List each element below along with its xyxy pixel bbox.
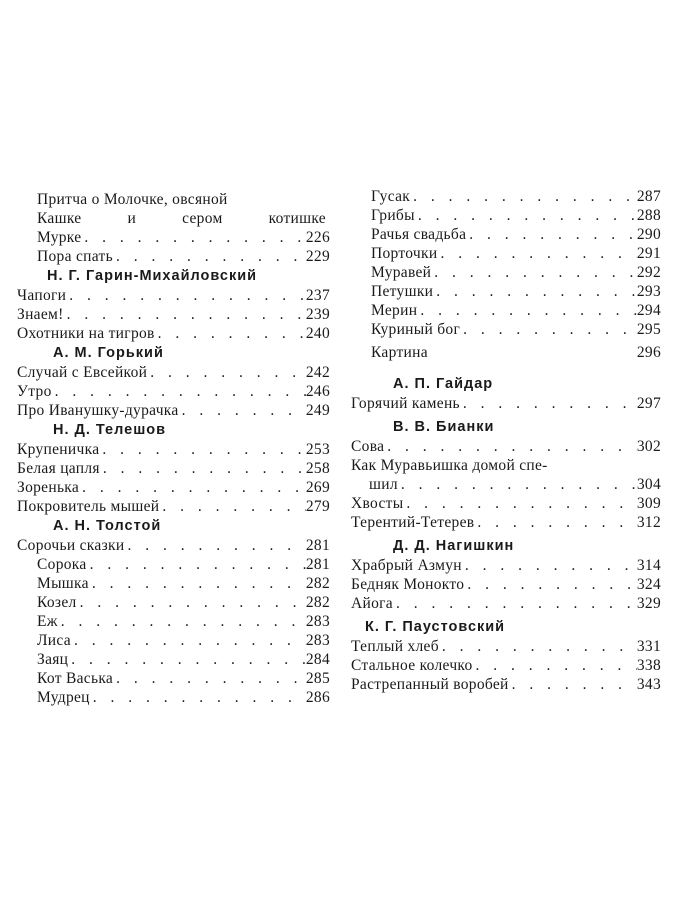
- toc-entry[interactable]: [17, 228, 330, 247]
- toc-entry-page: 291: [636, 245, 661, 262]
- dot-leader: [158, 324, 306, 343]
- toc-entry-page: 343: [636, 676, 661, 693]
- toc-entry-title-line: Притча о Молочке, овсяной: [37, 191, 228, 208]
- dot-leader: [467, 575, 637, 594]
- toc-entry-page: 287: [636, 188, 661, 205]
- toc-entry-title: Утро: [17, 383, 52, 400]
- toc-entry-title: Картина: [371, 344, 428, 361]
- toc-entry[interactable]: [17, 536, 330, 555]
- toc-entry[interactable]: [351, 320, 661, 339]
- toc-entry-page: 282: [305, 575, 330, 592]
- toc-entry-title: Охотники на тигров: [17, 325, 155, 342]
- toc-entry[interactable]: [17, 478, 330, 497]
- author-heading: Н. Д. Телешов: [53, 422, 167, 438]
- toc-entry-title: Сова: [351, 438, 385, 455]
- toc-entry-title: Стальное колечко: [351, 657, 473, 674]
- dot-leader: [512, 675, 637, 694]
- dot-leader: [406, 494, 636, 513]
- toc-entry[interactable]: [351, 225, 661, 244]
- toc-entry-page: 324: [636, 576, 661, 593]
- toc-entry-title: Мышка: [37, 575, 89, 592]
- toc-entry-page: 295: [636, 321, 661, 338]
- toc-entry-page: 284: [305, 651, 330, 668]
- toc-entry-page: 288: [636, 207, 661, 224]
- dot-leader: [127, 536, 305, 555]
- toc-entry-title: Белая цапля: [17, 460, 100, 477]
- toc-entry-page: 240: [305, 325, 330, 342]
- dot-leader: [463, 394, 637, 413]
- toc-entry-title: Чапоги: [17, 287, 67, 304]
- toc-entry-page: 297: [636, 395, 661, 412]
- toc-entry-page: 329: [636, 595, 661, 612]
- toc-entry-title: Лиса: [37, 632, 71, 649]
- dot-leader: [442, 637, 637, 656]
- toc-entry[interactable]: [351, 556, 661, 575]
- toc-entry-page: 239: [305, 306, 330, 323]
- toc-entry[interactable]: [351, 594, 661, 613]
- toc-entry[interactable]: [351, 206, 661, 225]
- toc-entry-title: Муравей: [371, 264, 432, 281]
- dot-leader: [150, 363, 306, 382]
- dot-leader: [69, 286, 306, 305]
- toc-entry-page: 293: [636, 283, 661, 300]
- toc-entry-page: 296: [636, 344, 661, 361]
- toc-entry-title: Петушки: [371, 283, 434, 300]
- toc-entry-title: Хвосты: [351, 495, 404, 512]
- author-heading: А. М. Горький: [53, 345, 164, 361]
- toc-entry[interactable]: [17, 612, 330, 631]
- toc-entry-title: Гусак: [371, 188, 411, 205]
- toc-entry-title: Куриный бог: [371, 321, 461, 338]
- toc-column-left: [17, 190, 330, 707]
- toc-entry[interactable]: [351, 575, 661, 594]
- toc-entry-title: Мурке: [37, 229, 82, 246]
- toc-entry[interactable]: [351, 637, 661, 656]
- toc-entry-page: 286: [305, 689, 330, 706]
- toc-entry[interactable]: [17, 631, 330, 650]
- toc-entry-page: 292: [636, 264, 661, 281]
- toc-entry-page: 294: [636, 302, 661, 319]
- toc-entry-title: Еж: [37, 613, 58, 630]
- dot-leader: [434, 263, 637, 282]
- toc-entry[interactable]: [351, 437, 661, 456]
- toc-entry[interactable]: [351, 475, 661, 494]
- dot-leader: [477, 513, 636, 532]
- toc-entry-page: 314: [636, 557, 661, 574]
- author-heading: Н. Г. Гарин-Михайловский: [47, 268, 258, 284]
- dot-leader: [74, 631, 306, 650]
- toc-entry-title: Мерин: [371, 302, 418, 319]
- dot-leader: [436, 282, 637, 301]
- toc-entry-page: 285: [305, 670, 330, 687]
- dot-leader: [463, 320, 637, 339]
- dot-leader: [469, 225, 637, 244]
- toc-entry-title: Мудрец: [37, 689, 90, 706]
- toc-entry[interactable]: [17, 459, 330, 478]
- toc-entry-title: Бедняк Монокто: [351, 576, 465, 593]
- toc-entry-title: Знаем!: [17, 306, 64, 323]
- toc-entry-title: Заяц: [37, 651, 69, 668]
- toc-entry-title: Порточки: [371, 245, 438, 262]
- toc-entry-page: 331: [636, 638, 661, 655]
- toc-entry-title: Теплый хлеб: [351, 638, 439, 655]
- toc-entry-page: 242: [305, 364, 330, 381]
- toc-entry[interactable]: [17, 247, 330, 266]
- dot-leader: [418, 206, 637, 225]
- toc-entry-title: Покровитель мышей: [17, 498, 160, 515]
- toc-entry-title: Сорочьи сказки: [17, 537, 125, 554]
- toc-entry-page: 304: [636, 476, 661, 493]
- dot-leader: [420, 301, 637, 320]
- dot-leader: [396, 594, 637, 613]
- toc-entry-page: 283: [305, 632, 330, 649]
- toc-entry-page: 269: [305, 479, 330, 496]
- toc-entry-page: 253: [305, 441, 330, 458]
- toc-entry[interactable]: [351, 675, 661, 694]
- toc-entry-page: 338: [636, 657, 661, 674]
- toc-entry-page: 290: [636, 226, 661, 243]
- toc-entry-title: Сорока: [37, 556, 87, 573]
- toc-entry-title: Кот Васька: [37, 670, 114, 687]
- toc-entry-page: 282: [305, 594, 330, 611]
- toc-entry[interactable]: [17, 574, 330, 593]
- dot-leader: [401, 475, 637, 494]
- dot-leader: [102, 440, 305, 459]
- toc-entry-title: Козел: [37, 594, 77, 611]
- toc-entry[interactable]: [351, 187, 661, 206]
- toc-entry[interactable]: [17, 650, 330, 669]
- dot-leader: [162, 497, 305, 516]
- toc-entry-title-line: Как Муравьишка домой спе-: [351, 457, 548, 474]
- dot-leader: [116, 669, 306, 688]
- author-heading: А. П. Гайдар: [393, 376, 494, 392]
- word: сером: [182, 210, 223, 227]
- toc-entry-title: Пора спать: [37, 248, 113, 265]
- toc-entry-page: 229: [305, 248, 330, 265]
- toc-entry[interactable]: [17, 363, 330, 382]
- toc-entry[interactable]: [17, 593, 330, 612]
- toc-entry[interactable]: [351, 244, 661, 263]
- dot-leader: [61, 612, 306, 631]
- dot-leader: [80, 593, 306, 612]
- toc-column-right: [351, 187, 661, 694]
- word: котишке: [268, 210, 326, 227]
- toc-entry[interactable]: [351, 282, 661, 301]
- toc-entry[interactable]: [351, 656, 661, 675]
- toc-entry-title: Горячий камень: [351, 395, 460, 412]
- toc-entry-page: 249: [305, 402, 330, 419]
- dot-leader: [116, 247, 306, 266]
- toc-entry-title: Случай с Евсейкой: [17, 364, 148, 381]
- toc-entry-title: Зоренька: [17, 479, 80, 496]
- toc-entry[interactable]: [351, 301, 661, 320]
- dot-leader: [387, 437, 637, 456]
- toc-entry-title: Грибы: [371, 207, 415, 224]
- toc-entry-title-line: [17, 209, 330, 228]
- toc-entry[interactable]: [17, 286, 330, 305]
- toc-entry[interactable]: [17, 382, 330, 401]
- toc-entry-title: шил: [369, 476, 398, 493]
- toc-entry[interactable]: [17, 669, 330, 688]
- toc-entry-page: 226: [305, 229, 330, 246]
- dot-leader: [413, 187, 637, 206]
- author-heading: В. В. Бианки: [393, 419, 495, 435]
- toc-entry[interactable]: [17, 440, 330, 459]
- dot-leader: [182, 401, 306, 420]
- author-heading: К. Г. Паустовский: [365, 619, 506, 635]
- word: Кашке: [37, 210, 82, 227]
- toc-entry-page: 281: [305, 556, 330, 573]
- toc-entry-page: 279: [305, 498, 330, 515]
- toc-entry-title: Храбрый Азмун: [351, 557, 462, 574]
- toc-entry-title: Про Иванушку-дурачка: [17, 402, 179, 419]
- toc-entry[interactable]: [17, 688, 330, 707]
- dot-leader: [103, 459, 306, 478]
- toc-entry[interactable]: [351, 394, 661, 413]
- author-heading: А. Н. Толстой: [53, 518, 162, 534]
- toc-entry[interactable]: [351, 494, 661, 513]
- dot-leader: [93, 688, 306, 707]
- toc-entry-page: 281: [305, 537, 330, 554]
- dot-leader: [84, 228, 305, 247]
- author-heading: Д. Д. Нагишкин: [393, 538, 515, 554]
- word: и: [127, 210, 137, 227]
- toc-entry-page: 283: [305, 613, 330, 630]
- toc-entry[interactable]: [17, 555, 330, 574]
- toc-entry-page: 237: [305, 287, 330, 304]
- dot-leader: [71, 650, 306, 669]
- toc-entry[interactable]: [351, 263, 661, 282]
- toc-entry-page: 258: [305, 460, 330, 477]
- toc-entry-title: Растрепанный воробей: [351, 676, 509, 693]
- dot-leader: [55, 382, 306, 401]
- toc-entry[interactable]: [17, 497, 330, 516]
- dot-leader: [92, 574, 306, 593]
- dot-leader: [465, 556, 637, 575]
- toc-entry[interactable]: [17, 305, 330, 324]
- toc-entry[interactable]: [351, 513, 661, 532]
- toc-entry[interactable]: [17, 324, 330, 343]
- toc-entry-page: 312: [636, 514, 661, 531]
- toc-entry-page: 302: [636, 438, 661, 455]
- dot-leader: [67, 305, 306, 324]
- dot-leader: [82, 478, 306, 497]
- toc-entry[interactable]: [351, 343, 661, 362]
- dot-leader: [90, 555, 306, 574]
- dot-leader: [440, 244, 636, 263]
- toc-entry-page: 246: [305, 383, 330, 400]
- dot-leader: [476, 656, 637, 675]
- toc-entry-page: 309: [636, 495, 661, 512]
- toc-entry-title: Айога: [351, 595, 393, 612]
- toc-entry-title: Крупеничка: [17, 441, 100, 458]
- toc-entry[interactable]: [17, 401, 330, 420]
- toc-entry-title: Рачья свадьба: [371, 226, 467, 243]
- toc-entry-title: Терентий-Тетерев: [351, 514, 475, 531]
